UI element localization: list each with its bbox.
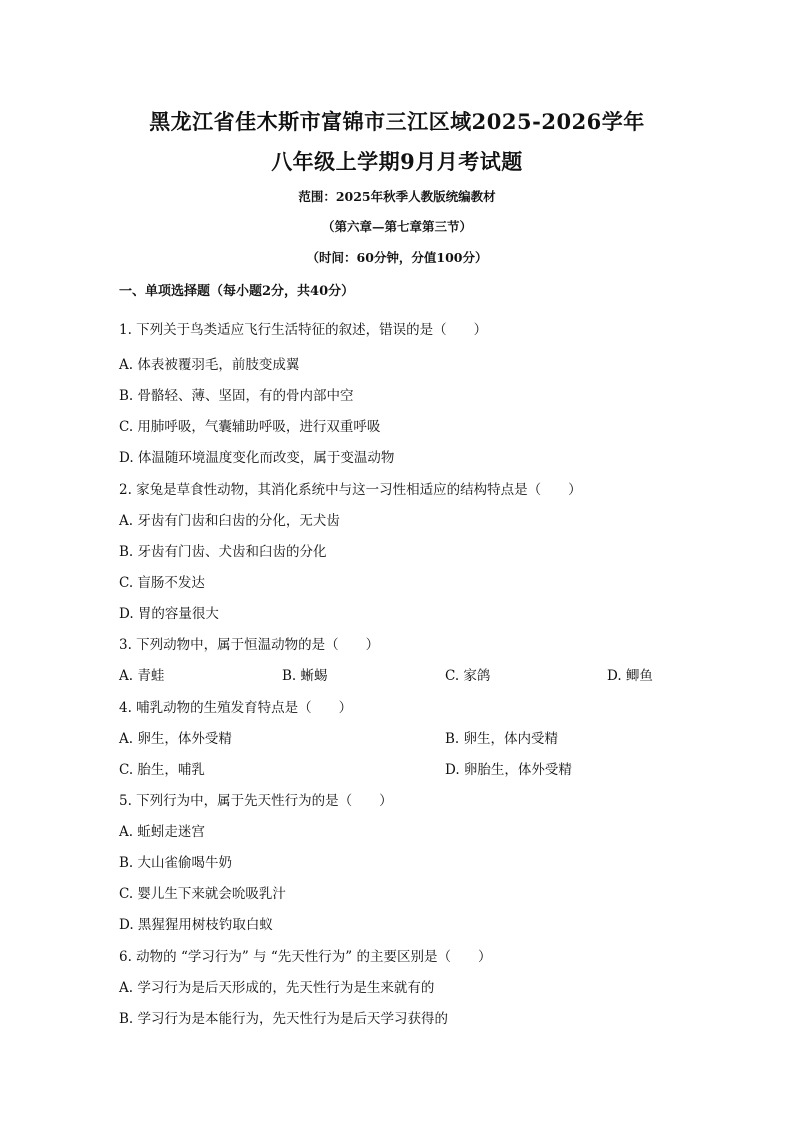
- question-3-option-b: B. 蜥蜴: [282, 668, 328, 684]
- exam-scope: 范围：2025年秋季人教版统编教材: [298, 189, 496, 204]
- question-4-stem: 4. 哺乳动物的生殖发育特点是（ ）: [119, 700, 353, 716]
- exam-title-line1: 黑龙江省佳木斯市富锦市三江区域2025-2026学年: [149, 109, 645, 134]
- question-6-stem: 6. 动物的 “学习行为” 与 “先天性行为” 的主要区别是（ ）: [119, 949, 492, 965]
- exam-title-line2: 八年级上学期9月月考试题: [271, 149, 523, 174]
- question-3-stem: 3. 下列动物中，属于恒温动物的是（ ）: [119, 637, 380, 653]
- question-4-option-c: C. 胎生，哺乳: [119, 762, 205, 778]
- question-2-option-b: B. 牙齿有门齿、犬齿和臼齿的分化: [119, 544, 327, 560]
- question-1-option-a: A. 体表被覆羽毛，前肢变成翼: [119, 357, 300, 373]
- question-6-option-a: A. 学习行为是后天形成的，先天性行为是生来就有的: [119, 980, 435, 996]
- question-1-option-d: D. 体温随环境温度变化而改变，属于变温动物: [119, 450, 395, 466]
- question-2-stem: 2. 家兔是草食性动物，其消化系统中与这一习性相适应的结构特点是（ ）: [119, 482, 582, 498]
- question-4-option-d: D. 卵胎生，体外受精: [445, 762, 572, 778]
- question-4-option-b: B. 卵生，体内受精: [445, 731, 559, 747]
- question-5-option-d: D. 黑猩猩用树枝钓取白蚁: [119, 917, 273, 933]
- question-5-option-b: B. 大山雀偷喝牛奶: [119, 855, 233, 871]
- question-1-option-b: B. 骨骼轻、薄、坚固，有的骨内部中空: [119, 388, 354, 404]
- question-3-option-c: C. 家鸽: [445, 668, 491, 684]
- question-4-option-a: A. 卵生，体外受精: [119, 731, 232, 747]
- exam-time: （时间：60分钟，分值100分）: [306, 250, 488, 265]
- question-1-stem: 1. 下列关于鸟类适应飞行生活特征的叙述，错误的是（ ）: [119, 322, 488, 338]
- exam-chapters: （第六章—第七章第三节）: [321, 219, 472, 234]
- question-2-option-d: D. 胃的容量很大: [119, 606, 219, 622]
- question-6-option-b: B. 学习行为是本能行为，先天性行为是后天学习获得的: [119, 1011, 449, 1027]
- question-1-option-c: C. 用肺呼吸，气囊辅助呼吸，进行双重呼吸: [119, 419, 381, 435]
- section-heading: 一、单项选择题（每小题2分，共40分）: [119, 284, 355, 299]
- question-5-stem: 5. 下列行为中，属于先天性行为的是（ ）: [119, 793, 393, 809]
- question-5-option-a: A. 蚯蚓走迷宫: [119, 824, 205, 840]
- question-3-option-a: A. 青蛙: [119, 668, 165, 684]
- question-5-option-c: C. 婴儿生下来就会吮吸乳汁: [119, 886, 286, 902]
- question-3-option-d: D. 鲫鱼: [607, 668, 653, 684]
- question-2-option-c: C. 盲肠不发达: [119, 575, 205, 591]
- question-2-option-a: A. 牙齿有门齿和臼齿的分化，无犬齿: [119, 513, 340, 529]
